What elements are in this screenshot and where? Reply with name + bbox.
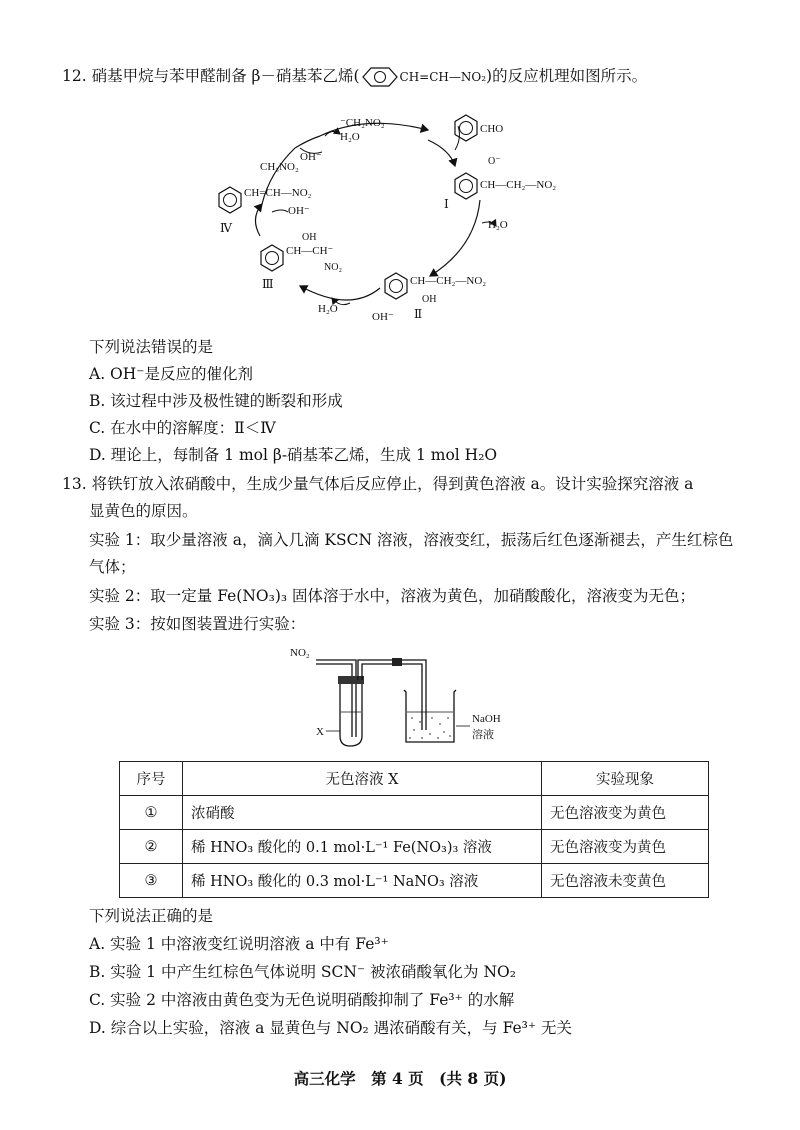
table-cell-phenomenon: 无色溶液变为黄色 [542,796,709,830]
table-cell-phenomenon: 无色溶液变为黄色 [542,830,709,864]
q13-exp1-b: 气体； [89,558,136,576]
table-header-row [120,762,709,796]
table-cell-index: ① [120,796,183,830]
q12-option-d: D. 理论上，每制备 1 mol β-硝基苯乙烯，生成 1 mol H₂O [89,446,498,464]
q12-option-c: C. 在水中的溶解度：Ⅱ＜Ⅳ [89,419,276,437]
q12-inline-formula: CH=CH—NO₂ [399,70,487,84]
oh-left-label: OH⁻ [288,205,310,217]
table-cell-solution: 浓硝酸 [183,796,542,830]
table-cell-phenomenon: 无色溶液未变黄色 [542,864,709,898]
table-header-phenomenon: 实验现象 [542,762,709,796]
ch3no2-label: CH₃NO₂ [260,161,299,173]
oh-bottom-label: OH⁻ [372,311,394,323]
cho-label: CHO [480,123,504,135]
q12-stem [62,64,647,88]
III-no2: NO₂ [324,262,342,273]
III-label: Ⅲ [262,277,274,291]
h2o-right-label: H₂O [488,219,508,231]
q12-option-b: B. 该过程中涉及极性键的断裂和形成 [89,392,343,410]
table-row [120,796,709,830]
q12-stem-end: )的反应机理如图所示。 [486,67,648,85]
x-label: X [316,726,324,738]
q12-stem-start: 12. 硝基甲烷与苯甲醛制备 β－硝基苯乙烯( [62,67,360,85]
benzene-icon [360,66,400,88]
table-header-index: 序号 [120,762,183,796]
q13-question: 下列说法正确的是 [89,907,214,925]
IV-group: CH=CH—NO₂ [244,187,312,199]
reaction-mechanism-diagram [200,108,600,328]
table-row [120,830,709,864]
experiment-table [119,761,709,898]
q13-stem-2: 显黄色的原因。 [89,502,198,520]
q13-exp3: 实验 3：按如图装置进行实验： [89,615,306,633]
h2o-top-label: H₂O [340,131,360,143]
IV-label: Ⅳ [220,221,232,235]
q13-stem-1: 13. 将铁钉放入浓硝酸中，生成少量气体后反应停止，得到黄色溶液 a。设计实验探究溶液 a [62,475,694,493]
q12-option-a: A. OH⁻是反应的催化剂 [89,365,253,383]
no2-label: NO₂ [290,647,310,659]
II-oh: OH [422,294,437,305]
table-cell-index: ③ [120,864,183,898]
II-group: CH—CH₂—NO₂ [410,275,487,287]
I-ominus: O⁻ [488,156,501,167]
I-label: Ⅰ [444,197,449,211]
table-header-solution: 无色溶液 X [183,762,542,796]
II-label: Ⅱ [414,307,423,321]
table-cell-solution: 稀 HNO₃ 酸化的 0.3 mol·L⁻¹ NaNO₃ 溶液 [183,864,542,898]
ch2no2-label: ⁻CH₂NO₂ [340,117,385,129]
q13-option-a: A. 实验 1 中溶液变红说明溶液 a 中有 Fe³⁺ [89,935,389,953]
q13-option-c: C. 实验 2 中溶液由黄色变为无色说明硝酸抑制了 Fe³⁺ 的水解 [89,991,515,1009]
table-cell-index: ② [120,830,183,864]
q13-option-d: D. 综合以上实验，溶液 a 显黄色与 NO₂ 遇浓硝酸有关，与 Fe³⁺ 无关 [89,1019,572,1037]
oh-top-label: OH⁻ [300,151,322,163]
naoh-solution-label: 溶液 [472,729,494,741]
III-group: CH—CH⁻ [286,245,334,257]
q13-exp2: 实验 2：取一定量 Fe(NO₃)₃ 固体溶于水中，溶液为黄色，加硝酸酸化，溶液变为无色； [89,587,696,605]
naoh-label: NaOH [472,713,501,725]
I-group: CH—CH₂—NO₂ [480,179,557,191]
q13-option-b: B. 实验 1 中产生红棕色气体说明 SCN⁻ 被浓硝酸氧化为 NO₂ [89,963,516,981]
h2o-bottom-label: H₂O [318,303,338,315]
table-row [120,864,709,898]
q13-exp1-a: 实验 1：取少量溶液 a，滴入几滴 KSCN 溶液，溶液变红，振荡后红色逐渐褪去，产生红棕色 [89,531,734,549]
III-oh: OH [302,232,317,243]
experiment-apparatus-diagram [280,642,520,752]
table-cell-solution: 稀 HNO₃ 酸化的 0.1 mol·L⁻¹ Fe(NO₃)₃ 溶液 [183,830,542,864]
q12-question: 下列说法错误的是 [89,338,214,356]
page-footer: 高三化学 第 4 页 (共 8 页) [293,1069,507,1088]
